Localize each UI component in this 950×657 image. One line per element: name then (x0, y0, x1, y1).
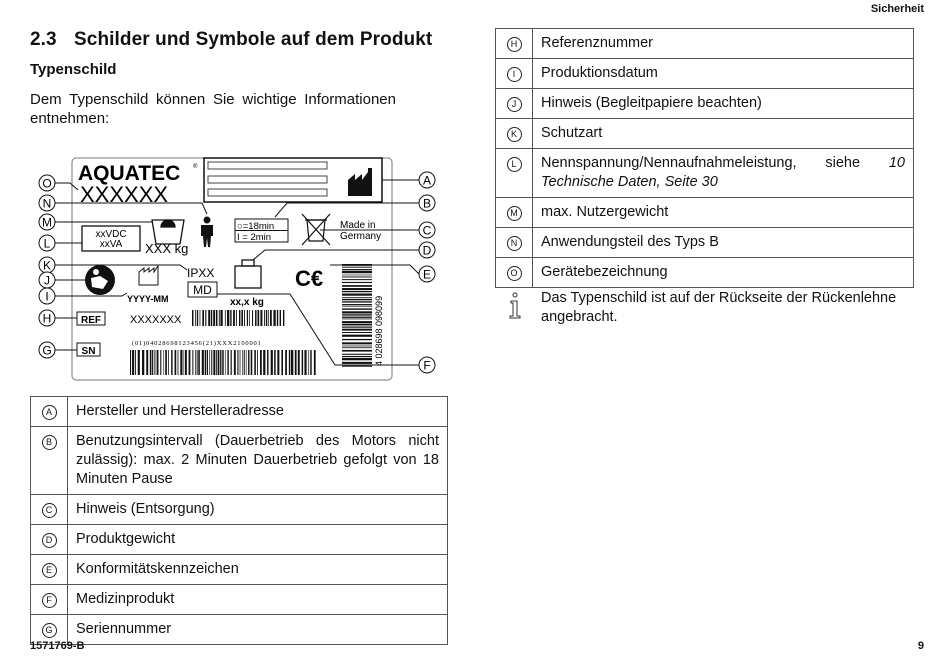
barcode-bar (263, 350, 265, 375)
barcode-bar (267, 350, 268, 375)
barcode-bar (304, 350, 306, 375)
barcode-bar (342, 354, 372, 355)
barcode-bar (342, 346, 372, 347)
running-header: Sicherheit (870, 3, 924, 15)
barcode-bar (220, 350, 221, 375)
legend-description (68, 585, 448, 615)
info-icon (506, 292, 524, 320)
barcode-bar (342, 350, 372, 352)
description-text: Hersteller und Herstelleradresse (76, 403, 284, 419)
barcode-bar (274, 350, 275, 375)
legend-letter-cell (31, 427, 68, 495)
barcode-bar (342, 311, 372, 313)
callout-letter: D (42, 533, 57, 548)
barcode-bar (218, 350, 220, 375)
page-number: 9 (917, 640, 924, 652)
barcode-bar (216, 350, 217, 375)
cross-reference-link[interactable]: 10 Technische Daten, Seite 30 (541, 155, 905, 190)
legend-row (496, 29, 914, 59)
barcode-bar (342, 299, 372, 300)
barcode-bar (342, 339, 372, 340)
legend-description (68, 495, 448, 525)
callout-letter: K (42, 258, 52, 273)
barcode-bar (295, 350, 297, 375)
description-text: Seriennummer (76, 621, 172, 637)
barcode-bar (342, 288, 372, 290)
legend-letter-cell (496, 89, 533, 119)
barcode-bar (342, 297, 372, 298)
barcode-bar (189, 350, 191, 375)
barcode-bar (342, 356, 372, 357)
description-text: Schutzart (541, 125, 603, 141)
barcode-bar (211, 350, 212, 375)
barcode-bar (249, 310, 250, 326)
legend-description (68, 555, 448, 585)
barcode-bar (192, 350, 193, 375)
legend-table-left (30, 396, 448, 645)
legend-row (31, 555, 448, 585)
barcode-bar (138, 350, 140, 375)
barcode-bar (142, 350, 144, 375)
barcode-bar (342, 329, 372, 331)
barcode-bar (342, 269, 372, 270)
intro-paragraph: Dem Typenschild können Sie wichtige Informationen entnehmen: (30, 91, 396, 127)
udi-text: (01)04028698123456(21)XXX2100001 (132, 340, 262, 347)
callout-letter: F (42, 593, 57, 608)
section-heading (30, 29, 432, 51)
barcode-bar (180, 350, 182, 375)
barcode-bar (231, 350, 232, 375)
callout-letter: B (42, 435, 57, 450)
barcode-bar (271, 350, 273, 375)
barcode-bar (209, 350, 210, 375)
description-text: Hinweis (Begleitpapiere beachten) (541, 95, 762, 111)
legend-row (496, 198, 914, 228)
legend-row (496, 119, 914, 149)
barcode-bar (342, 277, 372, 278)
callout-letter: K (507, 127, 522, 142)
barcode-bar (241, 310, 243, 326)
description-text: Benutzungsintervall (Dauerbetrieb des Motors nicht zulässig): max. 2 Minuten Dauerbetrieb gefolgt von 18 Minuten Pause (76, 433, 439, 487)
barcode-bar (302, 350, 304, 375)
barcode-bar (236, 310, 237, 326)
barcode-bar (277, 350, 279, 375)
barcode-bar (213, 310, 215, 326)
description-text: Referenznummer (541, 35, 654, 51)
barcode-bar (342, 279, 372, 280)
callout-letter: I (45, 289, 49, 304)
brand-logo: AQUATEC (78, 162, 181, 185)
description-text: Nennspannung/Nennaufnahmeleistung, siehe (541, 155, 889, 171)
barcode-bar (178, 350, 179, 375)
interval-off: I = 2min (237, 232, 272, 243)
barcode-bar (160, 350, 161, 375)
made-in-line2: Germany (340, 231, 382, 242)
section-title: Schilder und Symbole auf dem Produkt (74, 29, 433, 50)
callout-letter: N (507, 236, 522, 251)
barcode-bar (135, 350, 136, 375)
callout-letter: I (507, 67, 522, 82)
callout-letter: J (44, 273, 50, 288)
barcode-bar (222, 350, 223, 375)
registered-mark: ® (193, 164, 198, 170)
barcode-bar (255, 310, 256, 326)
legend-row (31, 397, 448, 427)
md-symbol: MD (193, 283, 212, 297)
interval-on: ○=18min (237, 221, 275, 232)
barcode-bar (314, 350, 316, 375)
barcode-bar (342, 319, 372, 320)
legend-row (31, 525, 448, 555)
barcode-bar (205, 350, 206, 375)
model-name: XXXXXX (80, 182, 169, 207)
barcode-bar (198, 350, 200, 375)
barcode-bar (195, 310, 196, 326)
callout-letter: L (43, 236, 51, 251)
ean-digits: 4 028698 098099 (374, 295, 384, 366)
legend-description (68, 615, 448, 645)
barcode-bar (197, 310, 198, 326)
callout-letter: A (42, 405, 57, 420)
description-text: Hinweis (Entsorgung) (76, 501, 215, 517)
legend-letter-cell (31, 555, 68, 585)
callout-letter: L (507, 157, 522, 172)
document-number: 1571769-B (30, 640, 85, 652)
description-text: Produktgewicht (76, 531, 176, 547)
description-text: Medizinprodukt (76, 591, 175, 607)
callout-letter: N (42, 196, 52, 211)
legend-description (533, 89, 914, 119)
barcode-bar (283, 310, 284, 326)
legend-letter-cell (31, 397, 68, 427)
legend-letter-cell (496, 258, 533, 288)
barcode-bar (242, 350, 243, 375)
barcode-bar (163, 350, 164, 375)
legend-letter-cell (496, 29, 533, 59)
ref-value: XXXXXXX (130, 314, 182, 326)
legend-row (496, 228, 914, 258)
description-text: Produktionsdatum (541, 65, 658, 81)
callout-letter: B (422, 196, 432, 211)
legend-row (31, 495, 448, 525)
legend-row (31, 615, 448, 645)
legend-description (533, 149, 914, 198)
barcode-bar (264, 310, 265, 326)
barcode-bar (195, 350, 196, 375)
barcode-bar (342, 335, 372, 337)
barcode-bar (266, 310, 267, 326)
barcode-bar (184, 350, 185, 375)
barcode-bar (260, 310, 262, 326)
legend-letter-cell (496, 59, 533, 89)
legend-letter-cell (496, 119, 533, 149)
callout-letter: O (42, 176, 52, 191)
barcode-bar (342, 314, 372, 315)
barcode-bar (216, 310, 218, 326)
production-date: YYYY-MM (127, 294, 169, 304)
barcode-bar (192, 310, 193, 326)
description-text: max. Nutzergewicht (541, 204, 669, 220)
barcode-bar (342, 347, 372, 348)
callout-letter: A (422, 173, 432, 188)
barcode-bar (227, 350, 228, 375)
power-value: xxVA (99, 239, 123, 250)
callout-letter: C (42, 503, 57, 518)
legend-description (533, 258, 914, 288)
barcode-bar (277, 310, 278, 326)
barcode-bar (260, 350, 262, 375)
barcode-bar (185, 350, 187, 375)
legend-letter-cell (496, 198, 533, 228)
barcode-bar (205, 310, 206, 326)
barcode-bar (244, 310, 245, 326)
ip-rating: IPXX (187, 266, 215, 280)
barcode-bar (244, 350, 245, 375)
barcode-bar (247, 310, 248, 326)
legend-row (496, 89, 914, 119)
barcode-bar (130, 350, 131, 375)
barcode-bar (342, 271, 372, 273)
barcode-bar (258, 310, 260, 326)
barcode-bar (213, 350, 215, 375)
legend-description (533, 119, 914, 149)
barcode-bar (219, 310, 220, 326)
ean-barcode (342, 264, 372, 367)
legend-description (533, 29, 914, 59)
barcode-bar (289, 350, 290, 375)
barcode-bar (257, 350, 258, 375)
callout-letter: G (42, 343, 52, 358)
barcode-bar (240, 350, 241, 375)
barcode-bar (310, 350, 311, 375)
barcode-bar (254, 350, 256, 375)
barcode-bar (211, 310, 212, 326)
barcode-bar (171, 350, 172, 375)
description-text: Anwendungsteil des Typs B (541, 234, 719, 250)
callout-letter: F (423, 358, 431, 373)
legend-row (31, 585, 448, 615)
legend-table-right (495, 28, 914, 288)
barcode-bar (252, 310, 253, 326)
legend-letter-cell (496, 149, 533, 198)
barcode-bar (281, 350, 283, 375)
callout-letter: O (507, 266, 522, 281)
barcode-bar (342, 321, 372, 323)
legend-letter-cell (496, 228, 533, 258)
barcode-bar (342, 267, 372, 268)
barcode-bar (239, 310, 240, 326)
callout-letter: E (42, 563, 57, 578)
barcode-bar (202, 350, 204, 375)
ref-symbol: REF (81, 315, 101, 326)
barcode-bar (202, 310, 204, 326)
callout-letter: M (42, 215, 52, 230)
legend-row (496, 258, 914, 288)
barcode-bar (150, 350, 152, 375)
section-number: 2.3 (30, 29, 57, 50)
barcode-bar (268, 310, 269, 326)
barcode-bar (285, 350, 287, 375)
barcode-bar (342, 293, 372, 295)
barcode-bar (342, 304, 372, 305)
barcode-bar (342, 275, 372, 276)
description-text: Gerätebezeichnung (541, 264, 668, 280)
legend-description (68, 525, 448, 555)
barcode-bar (342, 326, 372, 327)
legend-description (533, 59, 914, 89)
legend-description (68, 427, 448, 495)
barcode-bar (251, 350, 253, 375)
barcode-bar (342, 308, 372, 309)
barcode-bar (237, 350, 238, 375)
barcode-bar (200, 310, 201, 326)
ce-mark: C€ (295, 266, 324, 291)
barcode-bar (225, 310, 226, 326)
barcode-bar (197, 350, 198, 375)
barcode-bar (342, 291, 372, 292)
voltage-value: xxVDC (95, 229, 127, 240)
legend-description (68, 397, 448, 427)
callout-letter: H (42, 311, 52, 326)
barcode-bar (207, 350, 208, 375)
barcode-bar (280, 310, 281, 326)
barcode-bar (308, 350, 309, 375)
barcode-bar (298, 350, 300, 375)
callout-letter: D (422, 243, 432, 258)
barcode-bar (157, 350, 159, 375)
barcode-bar (175, 350, 177, 375)
legend-description (533, 198, 914, 228)
barcode-bar (342, 285, 372, 287)
barcode-bar (342, 324, 372, 326)
barcode-bar (342, 301, 372, 302)
max-weight-value: XXX kg (145, 241, 189, 256)
info-note: Das Typenschild ist auf der Rückseite der Rückenlehne angebracht. (541, 290, 897, 325)
barcode-bar (165, 350, 167, 375)
barcode-bar (342, 358, 372, 360)
description-text: Konformitätskennzeichen (76, 561, 239, 577)
legend-row (496, 149, 914, 198)
barcode-bar (270, 310, 272, 326)
barcode-bar (152, 350, 153, 375)
subheading: Typenschild (30, 61, 117, 78)
barcode-bar (342, 306, 372, 307)
made-in-line1: Made in (340, 220, 376, 231)
callout-letter: M (507, 206, 522, 221)
barcode-bar (230, 310, 231, 326)
callout-letter: H (507, 37, 522, 52)
barcode-bar (342, 332, 372, 333)
barcode-bar (273, 310, 275, 326)
legend-letter-cell (31, 585, 68, 615)
barcode-bar (233, 310, 235, 326)
callout-letter: C (422, 223, 432, 238)
consult-instructions-icon (85, 265, 115, 295)
type-plate-diagram (30, 150, 450, 385)
barcode-bar (342, 342, 372, 344)
barcode-bar (342, 366, 372, 367)
callout-letter: J (507, 97, 522, 112)
barcode-bar (342, 282, 372, 283)
barcode-bar (132, 350, 134, 375)
legend-row (496, 59, 914, 89)
barcode-bar (248, 350, 249, 375)
legend-letter-cell (31, 495, 68, 525)
barcode-bar (246, 350, 247, 375)
callout-letter: E (422, 267, 432, 282)
barcode-bar (225, 350, 226, 375)
legend-description (533, 228, 914, 258)
barcode-bar (342, 362, 372, 364)
sn-symbol: SN (81, 346, 96, 357)
barcode-bar (227, 310, 229, 326)
barcode-bar (291, 350, 293, 375)
legend-row (31, 427, 448, 495)
barcode-bar (208, 310, 210, 326)
barcode-bar (234, 350, 236, 375)
barcode-bar (342, 317, 372, 318)
barcode-bar (220, 310, 222, 326)
barcode-bar (146, 350, 148, 375)
product-weight-value: xx,x kg (230, 297, 264, 308)
barcode-bar (168, 350, 169, 375)
legend-letter-cell (31, 525, 68, 555)
callout-letter: G (42, 623, 57, 638)
barcode-bar (154, 350, 155, 375)
